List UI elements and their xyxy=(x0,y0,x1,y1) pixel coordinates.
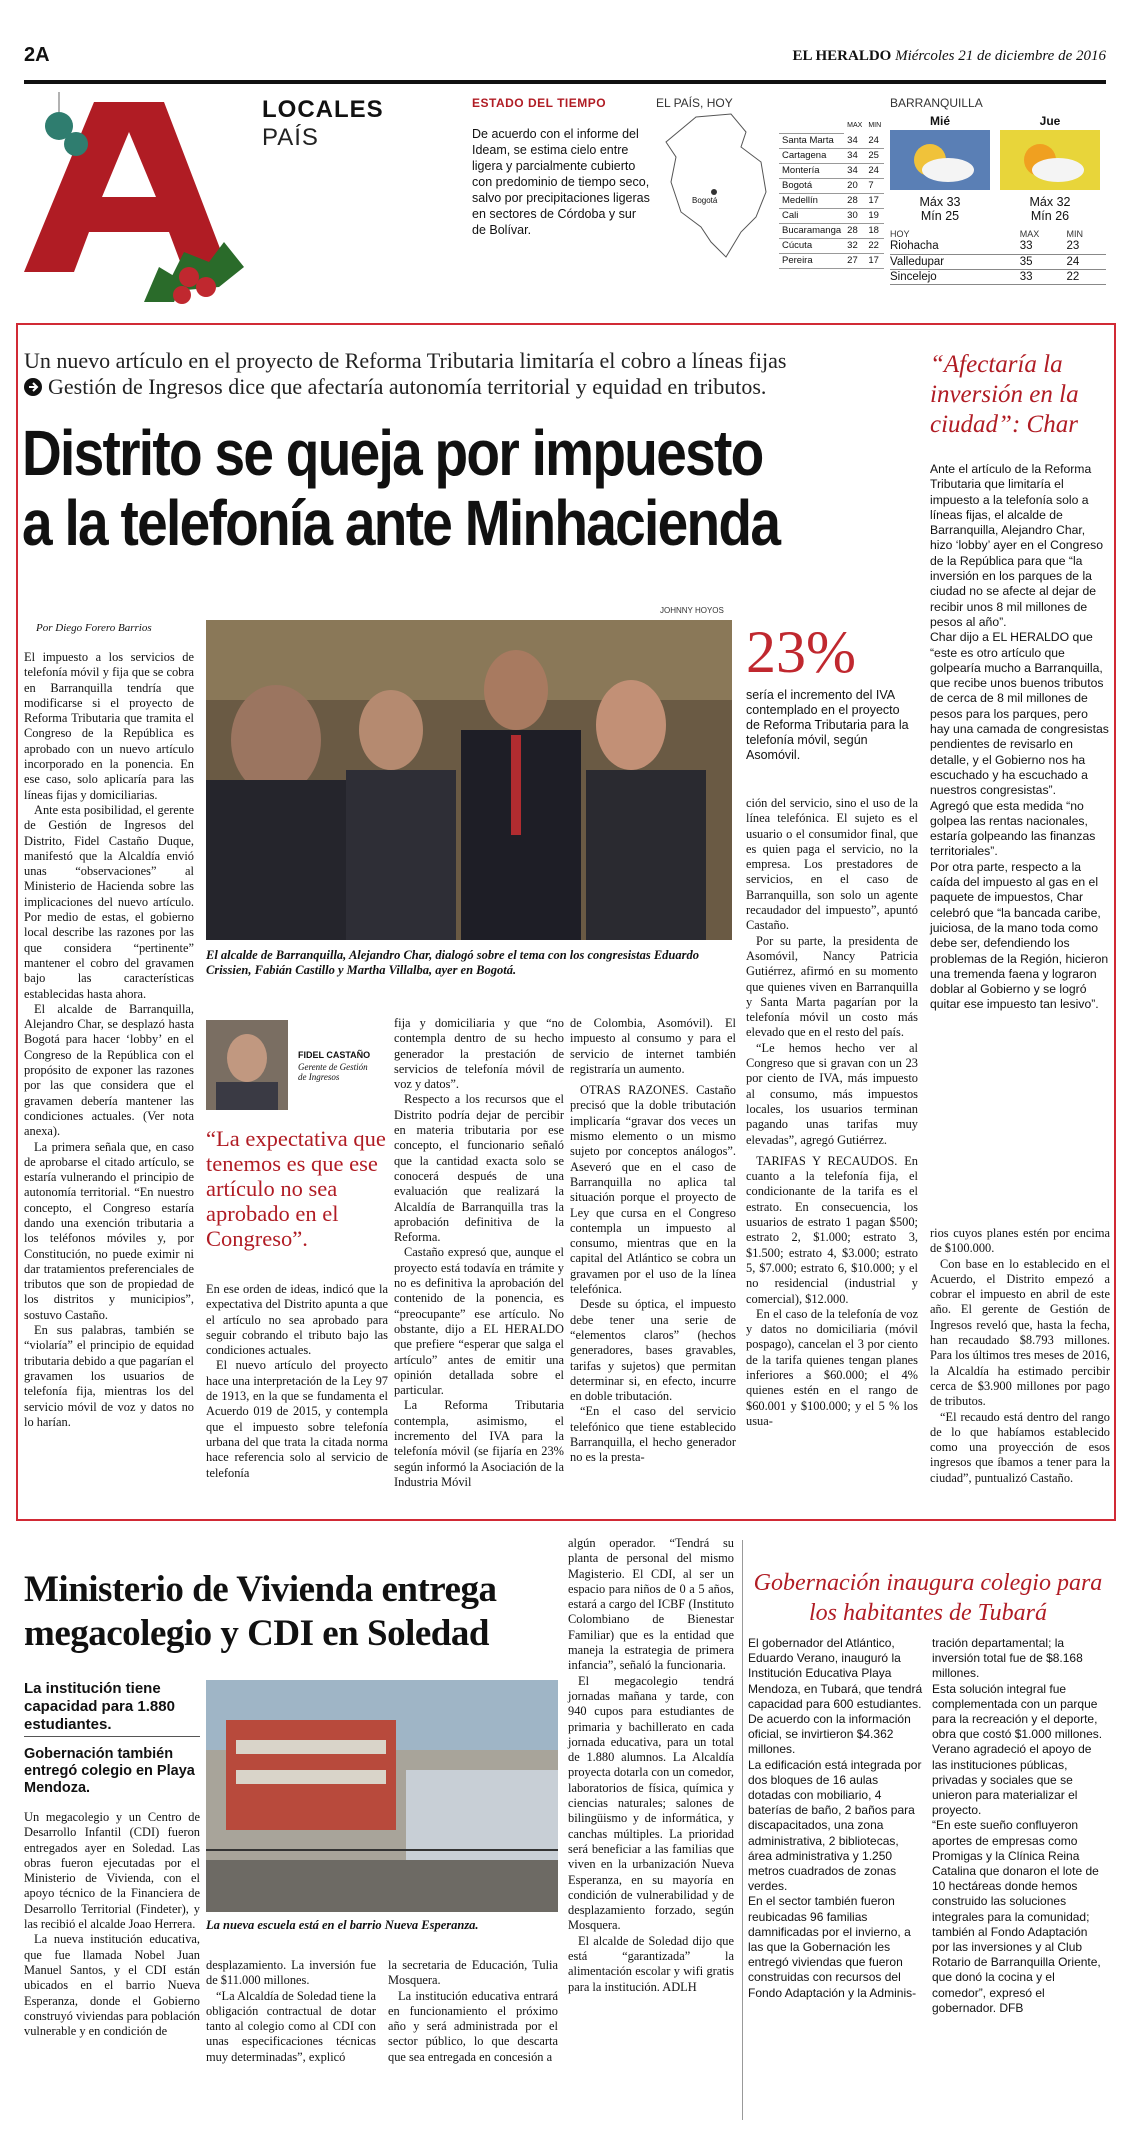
paragraph: El megacolegio tendrá jornadas mañana y tarde, con 940 cupos para estudiantes de primaria y bachillerato en cada jornada educativa, para un total de 1.880 alumnos. La Alcaldía proyecta dotarla con un comedor, laboratorios de física, química y ciencias naturales; salones de bilingüismo y de informática, y canchas múltiples. La prioridad será beneficiar a las familias que viven en la urbanización Nueva Esperanza, en su mayoría en condición de vulnerabilidad y de desplazamiento forzado, según Mosquera. xyxy=(568,1673,734,1933)
col-header-min: MIN xyxy=(868,122,882,129)
paragraph: “El recaudo está dentro del rango de lo que habíamos establecido como una proyección de esos ingresos que íbamos a tener para la ciudad”, puntualizó Castaño. xyxy=(930,1409,1110,1485)
article-column-5 xyxy=(746,796,918,1429)
city-name: Montería xyxy=(779,163,844,178)
region-header-max: MAX xyxy=(1019,229,1040,239)
paragraph: La edificación está integrada por dos bloques de 16 aulas dotadas con mobiliario, 4 baterías de baño, 2 baños para discapacitados, una zona administrativa, 2 bibliotecas, área administrativa y 1.250 metros cuadrados de zonas verdes. xyxy=(748,1757,922,1894)
paragraph: Desde su óptica, el impuesto debe tener una serie de “elementos claros” (hechos generadores, bases gravables, tarifas y sujetos) que permitan determinar si, en efecto, incurre en doble tributación. xyxy=(570,1297,736,1404)
city-row xyxy=(779,223,884,238)
region-max: 35 xyxy=(1020,254,1067,269)
bottom-column-3 xyxy=(388,1958,558,2065)
city-min: 7 xyxy=(865,178,884,193)
bottom-column-4 xyxy=(568,1536,734,1995)
city-min: 19 xyxy=(865,208,884,223)
paragraph: Respecto a los recursos que el Distrito podría dejar de percibir en materia tributaria por ese concepto, el funcionario señaló que la cantidad exacta solo se conocerá después de una evaluación que realizará la Alcaldía de Barranquilla tras la aprobación definitiva de la Reforma. xyxy=(394,1092,564,1245)
article-column-1 xyxy=(24,650,194,1430)
region-min: 23 xyxy=(1066,239,1106,254)
headline-line-1: Distrito se queja por impuesto xyxy=(22,417,763,489)
paragraph: “En este sueño confluyeron aportes de empresas como Promigas y la Clínica Reina Catalina que donaron el lote de 10 hectáreas donde hemos construido las soluciones integrales para la comunidad; también al Fondo Adaptación por las inversiones y al Club Rotario de Barranquilla Oriente, que donó la cocina y el comedor”, expresó el gobernador. DFB xyxy=(932,1818,1101,2015)
section-label xyxy=(262,96,384,152)
forecast-min: Mín 26 xyxy=(1030,209,1070,223)
city-row xyxy=(779,193,884,208)
region-row xyxy=(890,254,1106,269)
forecast-min: Mín 25 xyxy=(920,209,960,223)
section-title: LOCALES xyxy=(262,96,384,123)
bottom-subhead-1: La institución tiene capacidad para 1.880 estudiantes. xyxy=(24,1680,175,1733)
school-photo xyxy=(206,1680,558,1912)
forecast-title: BARRANQUILLA xyxy=(890,96,983,110)
photo-caption: El alcalde de Barranquilla, Alejandro Char, dialogó sobre el tema con los congresistas Eduardo Crissien, Fabián Castillo y Martha Villalba, ayer en Bogotá. xyxy=(206,948,699,977)
forecast-day xyxy=(1000,114,1100,223)
region-name: Sincelejo xyxy=(890,269,1020,284)
city-min: 25 xyxy=(865,148,884,163)
region-row xyxy=(890,269,1106,284)
tubara-column-2 xyxy=(932,1636,1108,2016)
paragraph: El impuesto a los servicios de telefonía móvil y fija que se cobra en Barranquilla tendría que modificarse si el proyecto de Reforma Tributaria que tramita el Congreso de la República es aprobado con un nuevo artículo incorporado en la ponencia. En ese caso, solo aplicaría para las líneas fijas y domiciliarias. xyxy=(24,650,194,802)
region-row xyxy=(890,239,1106,254)
paragraph: algún operador. “Tendrá su planta de personal del mismo Magisterio. El CDI, al ser un espacio para niños de 0 a 5 años, estará a cargo del ICBF (Instituto Colombiano de Bienestar Familiar) que es la entidad que maneja la estrategia de primera infancia”, señaló la funcionaria. xyxy=(568,1536,734,1673)
city-name: Medellín xyxy=(779,193,844,208)
paragraph: de Colombia, Asomóvil). El impuesto al consumo y para el servicio de internet también registraría un aumento. xyxy=(570,1016,736,1076)
kicker-line-1: Un nuevo artículo en el proyecto de Reforma Tributaria limitaría el cobro a líneas fijas xyxy=(24,348,787,373)
paragraph: TARIFAS Y RECAUDOS. En cuanto a la telefonía fija, el condicionante de la tarifa es el estrato. En consecuencia, los usuarios de estrato 1 pagan $500; estrato 2, $1.000; estrato 3, $1.500; estrato 4, $3.000; estrato 5, $7.000; estrato 6, $10.000; y el no residencial (industrial y comercial), $12.000. xyxy=(746,1153,918,1306)
paragraph: La institución educativa entrará en funcionamiento el próximo año y será administrada por el sector público, lo que descarta que sea entregada en concesión a xyxy=(388,1988,558,2064)
city-max: 34 xyxy=(844,163,865,178)
region-name: Riohacha xyxy=(890,239,1020,254)
pull-quote: “La expectativa que tenemos es que ese artículo no sea aprobado en el Congreso”. xyxy=(206,1126,386,1251)
source-role: Gerente de Gestión de Ingresos xyxy=(298,1062,368,1082)
portrait-icon xyxy=(206,1020,288,1110)
forecast-day-name: Mié xyxy=(929,114,950,128)
paragraph: Agregó que esta medida “no golpea las rentas nacionales, estaría golpeando las finanzas territoriales”. xyxy=(930,798,1096,859)
meeting-photo-icon xyxy=(206,620,732,940)
paper-name: EL HERALDO xyxy=(792,48,892,64)
weather-title: ESTADO DEL TIEMPO xyxy=(472,96,607,110)
photo-credit: JOHNNY HOYOS xyxy=(660,606,724,615)
bottom-column-1 xyxy=(24,1810,200,2039)
kicker-line-2: Gestión de Ingresos dice que afectaría autonomía territorial y equidad en tributos. xyxy=(48,374,767,399)
paragraph: tración departamental; la inversión total fue de $8.168 millones. xyxy=(932,1636,1083,1681)
paragraph: La nueva institución educativa, que fue llamada Nobel Juan Manuel Santos, y el CDI están ubicados en el barrio Nueva Esperanza, donde el Gobierno construyó viviendas para población vulnerable y en condición de xyxy=(24,1932,200,2039)
paragraph: Esta solución integral fue complementada con un parque para la recreación y el deporte, obra que costó $1.000 millones. Verano agradeció el apoyo de las instituciones públicas, privadas y sociales que se unieron para materializar el proyecto. xyxy=(932,1681,1103,1818)
paragraph: Ante esta posibilidad, el gerente de Gestión de Ingresos del Distrito, Fidel Castaño Duque, manifestó que la Alcaldía envió unas “observaciones” al Ministerio de Hacienda sobre las implicaciones del nuevo artículo. Por medio de estas, el gobierno local describe las razones por las que considera “pertinente” mantener el cobro del gravamen bajo las características establecidas hasta ahora. xyxy=(24,802,194,1001)
city-name: Bogotá xyxy=(779,178,844,193)
weather-text: De acuerdo con el informe del Ideam, se estima cielo entre ligera y parcialmente cubierto con predominio de tiempo seco, salvo por precipitaciones ligeras en sectores de Córdoba y sur de Bolívar. xyxy=(472,127,650,237)
city-row xyxy=(779,238,884,253)
page-number: 2A xyxy=(24,44,50,66)
bottom-subhead-2: Gobernación también entregó colegio en Playa Mendoza. xyxy=(24,1746,195,1796)
city-max: 30 xyxy=(844,208,865,223)
region-header-day: HOY xyxy=(890,229,910,239)
paragraph: Con base en lo establecido en el Acuerdo, el Distrito empezó a cobrar el impuesto en abril de este año. El gerente de Gestión de Ingresos reveló que, hasta la fecha, han recaudado $8.793 millones. Para los últimos tres meses de 2016, la Alcaldía ha estimado percibir cerca de $3.900 millones por pago de tributos. xyxy=(930,1256,1110,1409)
col-header-max: MAX xyxy=(847,122,863,129)
city-min: 17 xyxy=(865,193,884,208)
region-max: 33 xyxy=(1020,239,1067,254)
paragraph: Por otra parte, respecto a la caída del impuesto al gas en el paquete de impuestos, Char celebró que “la bancada caribe, juiciosa, de la mano toda como debe ser, defendiendo los problemas de la Región, hicieron una tremenda faena y lograron doblar al Gobierno y se logró quitar ese impuesto tan lesivo”. xyxy=(930,859,1109,1012)
page-header xyxy=(24,44,1106,84)
map-title: EL PAÍS, HOY xyxy=(656,96,733,110)
school-photo-caption: La nueva escuela está en el barrio Nueva Esperanza. xyxy=(206,1918,479,1932)
paragraph: OTRAS RAZONES. Castaño precisó que la doble tributación implicaría “gravar dos veces un mismo elemento o un mismo sujeto por conceptos análogos”. Aseveró que en el caso de Barranquilla no aplica tal situación porque el proyecto de Ley que cursa en el Congreso contempla un impuesto al consumo, mientras que en la capital del Atlántico se cobra un gravamen por el uso de la línea telefónica. xyxy=(570,1083,736,1297)
headline-line-2: a la telefonía ante Minhacienda xyxy=(22,487,780,559)
stat-value: 23% xyxy=(746,619,856,685)
city-max: 28 xyxy=(844,223,865,238)
paragraph: “La Alcaldía de Soledad tiene la obligación contractual de dotar tanto al colegio como al CDI con unas especificaciones técnicas muy determinadas”, explicó xyxy=(206,1988,376,2064)
forecast-day-name: Jue xyxy=(1039,114,1061,128)
section-subtitle: PAÍS xyxy=(262,124,319,151)
region-max: 33 xyxy=(1020,269,1067,284)
article-photo xyxy=(206,620,732,940)
column-divider xyxy=(742,1540,743,2120)
city-row xyxy=(779,253,884,268)
city-row xyxy=(779,163,884,178)
section-logo xyxy=(24,92,254,307)
city-max: 28 xyxy=(844,193,865,208)
city-min: 18 xyxy=(865,223,884,238)
sidebar-body xyxy=(930,462,1110,1013)
article-column-2 xyxy=(206,1282,388,1481)
paragraph: la secretaria de Educación, Tulia Mosquera. xyxy=(388,1958,558,1988)
city-name: Cartagena xyxy=(779,148,844,163)
paragraph: fija y domiciliaria y que “no contempla dentro de su hecho generador la prestación de servicios de telefonía móvil de voz y datos”. xyxy=(394,1016,564,1092)
city-name: Santa Marta xyxy=(779,133,844,148)
paragraph: La primera señala que, en caso de aprobarse el citado artículo, se estaría vulnerando el principio de autonomía territorial. “En nuestro concepto, el Congreso estaría dando una exención tributaria a los teléfonos móviles y, por Constitución, no puede eximir ni dar tratamientos preferenciales de tributos que son de propiedad de los distritos y municipios”, sostuvo Castaño. xyxy=(24,1139,194,1322)
country-weather xyxy=(656,96,882,296)
paragraph: En ese orden de ideas, indicó que la expectativa del Distrito apunta a que el artículo no sea aprobado para seguir cobrando el tributo bajo las condiciones actuales. xyxy=(206,1282,388,1358)
paragraph: Ante el artículo de la Reforma Tributaria que limitaría el impuesto a la telefonía solo a líneas fijas, el alcalde de Barranquilla, Alejandro Char, hizo ‘lobby’ ayer en el Congreso de la República para que “la inversión en los parques de la ciudad no se afecte al dejar de recibir unos 8 mil millones de pesos al año”. xyxy=(930,462,1103,629)
partly-cloudy-icon xyxy=(1000,130,1100,190)
paragraph: El alcalde de Barranquilla, Alejandro Char, se desplazó hasta Bogotá para hacer ‘lobby’ en el Congreso de la República con el propósito de exponer las razones por las que considera que el gravamen debería mantener las condiciones actuales. (Ver nota anexa). xyxy=(24,1001,194,1139)
paragraph: En el caso de la telefonía de voz y datos no domiciliaria (móvil pospago), cancelan el 3 por ciento de la tarifa quienes tengan planes inferiores a $60.000; el 4% quienes estén en el rango de $60.001 y $100.000; y el 5 % los usua- xyxy=(746,1306,918,1428)
region-min: 24 xyxy=(1066,254,1106,269)
section-letter-icon xyxy=(24,92,254,307)
paper-masthead xyxy=(793,48,1106,65)
school-building-photo-icon xyxy=(206,1680,558,1912)
map-city-label: Bogotá xyxy=(692,196,718,205)
forecast-max: Máx 32 xyxy=(1029,195,1071,209)
divider xyxy=(24,1736,200,1737)
header-rule xyxy=(24,80,1106,84)
forecast-day xyxy=(890,114,990,223)
paragraph: rios cuyos planes estén por encima de $100.000. xyxy=(930,1226,1110,1256)
sidebar-headline: “Afectaría la inversión en la ciudad”: Char xyxy=(930,351,1079,438)
paragraph: El alcalde de Soledad dijo que está “garantizada” la alimentación escolar y wifi gratis para la institución. ADLH xyxy=(568,1933,734,1994)
paragraph: En sus palabras, también se “violaría” el principio de equidad tributaria debido a que pagarían el gravamen los usuarios de telefonía fija, mientras los del servicio móvil de voz y datos no lo harían. xyxy=(24,1323,194,1429)
barranquilla-forecast xyxy=(890,96,1106,306)
colombia-map-icon xyxy=(656,112,776,262)
city-row xyxy=(779,148,884,163)
region-min: 22 xyxy=(1066,269,1106,284)
arrow-right-icon xyxy=(24,378,42,396)
tubara-column-1 xyxy=(748,1636,924,2001)
city-row xyxy=(779,178,884,193)
city-min: 24 xyxy=(865,163,884,178)
paragraph: La Reforma Tributaria contempla, asimismo, el incremento del IVA para la telefonía móvil (se fijaría en 23% según informó la Asociación de la Industria Móvil xyxy=(394,1398,564,1489)
paragraph: Un megacolegio y un Centro de Desarrollo Infantil (CDI) fueron entregados ayer en Soledad. Las obras fueron ejecutadas por el Ministerio de Vivienda, con el apoyo técnico de la Financiera de Desarrollo Territorial (Findeter), y las recibió el alcalde Joao Herrera. xyxy=(24,1810,200,1932)
bottom-headline: Ministerio de Vivienda entrega megacolegio y CDI en Soledad xyxy=(24,1569,497,1654)
article-headline xyxy=(22,418,902,558)
tubara-headline: Gobernación inaugura colegio para los habitantes de Tubará xyxy=(753,1570,1103,1626)
byline: Por Diego Forero Barrios xyxy=(36,622,152,634)
region-name: Valledupar xyxy=(890,254,1020,269)
forecast-max: Máx 33 xyxy=(919,195,961,209)
paragraph: El gobernador del Atlántico, Eduardo Verano, inauguró la Institución Educativa Playa Mendoza, en Tubará, que tendrá capacidad para 600 estudiantes. De acuerdo con la información oficial, se invirtieron $4.362 millones. xyxy=(748,1636,923,1757)
paragraph: ción del servicio, sino el uso de la línea telefónica. El sujeto es el usuario o el consumidor final, que es quien paga el servicio, no la empresa. Los prestadores de servicios, en el caso de Barranquilla, son solo un agente recaudador del impuesto”, apuntó Castaño. xyxy=(746,796,918,933)
article-column-3 xyxy=(394,1016,564,1490)
city-min: 24 xyxy=(865,133,884,148)
city-min: 17 xyxy=(865,253,884,268)
paragraph: Castaño expresó que, aunque el proyecto está todavía en trámite y no es definitiva la aprobación del contenido de la ponencia, es “preocupante” ese artículo. No obstante, dijo a EL HERALDO que prefiere “esperar que salga el artículo” antes de emitir una opinión detallada sobre el particular. xyxy=(394,1245,564,1398)
paragraph: “En el caso del servicio telefónico que tiene establecido Barranquilla, el hecho generador no es la presta- xyxy=(570,1404,736,1465)
article-column-6 xyxy=(930,1226,1110,1486)
city-max: 20 xyxy=(844,178,865,193)
bottom-column-2 xyxy=(206,1958,376,2065)
article-column-4 xyxy=(570,1016,736,1466)
city-name: Cúcuta xyxy=(779,238,844,253)
city-name: Cali xyxy=(779,208,844,223)
paragraph: Char dijo a EL HERALDO que “este es otro artículo que golpearía mucho a Barranquilla, que recibe unos buenos tributos de cerca de 8 mil millones de pesos para los parques, pero hay una camada de congresistas pendientes de revisarlo en detalle, y el Gobierno nos ha escuchado y ha escuchado a nuestros congresistas”. xyxy=(930,630,1109,798)
fidel-castano-photo xyxy=(206,1020,288,1110)
paragraph: desplazamiento. La inversión fue de $11.000 millones. xyxy=(206,1958,376,1988)
city-max: 34 xyxy=(844,133,865,148)
city-max: 32 xyxy=(844,238,865,253)
issue-date: Miércoles 21 de diciembre de 2016 xyxy=(895,48,1106,64)
stat-text: sería el incremento del IVA contemplado en el proyecto de Reforma Tributaria para la telefonía móvil, según Asomóvil. xyxy=(746,688,909,762)
partly-cloudy-icon xyxy=(890,130,990,190)
regional-temperature-table xyxy=(890,229,1106,285)
source-name: FIDEL CASTAÑO xyxy=(298,1050,371,1060)
city-row xyxy=(779,133,884,148)
paragraph: Por su parte, la presidenta de Asomóvil, Nancy Patricia Gutiérrez, afirmó en su momento que quienes viven en Barranquilla y Santa Marta pagarían por la telefonía móvil un costo más elevado que en el resto del país. xyxy=(746,933,918,1040)
city-min: 22 xyxy=(865,238,884,253)
city-row xyxy=(779,208,884,223)
city-max: 34 xyxy=(844,148,865,163)
city-name: Pereira xyxy=(779,253,844,268)
region-header-min: MIN xyxy=(1066,229,1083,239)
weather-box xyxy=(472,96,652,238)
paragraph: El nuevo artículo del proyecto hace una interpretación de la Ley 97 de 1913, en la que se fundamenta el Acuerdo 019 de 2015, y contempla que el impuesto sobre telefonía urbana del que trata la citada norma hace referencia solo al servicio de telefonía xyxy=(206,1358,388,1480)
city-temperature-table xyxy=(779,118,884,269)
paragraph: “Le hemos hecho ver al Congreso que si gravan con un 23 por ciento de IVA, más impuesto al consumo, más impuestos locales, los usuarios terminan pagando unas tarifas muy elevadas”, agregó Gutiérrez. xyxy=(746,1040,918,1147)
city-name: Bucaramanga xyxy=(779,223,844,238)
city-max: 27 xyxy=(844,253,865,268)
paragraph: En el sector también fueron reubicadas 96 familias damnificadas por el invierno, a las que la Gobernación les entregó viviendas que fueron construidas con recursos del Fondo Adaptación y la Adminis- xyxy=(748,1894,917,2000)
article-kicker xyxy=(24,348,894,400)
